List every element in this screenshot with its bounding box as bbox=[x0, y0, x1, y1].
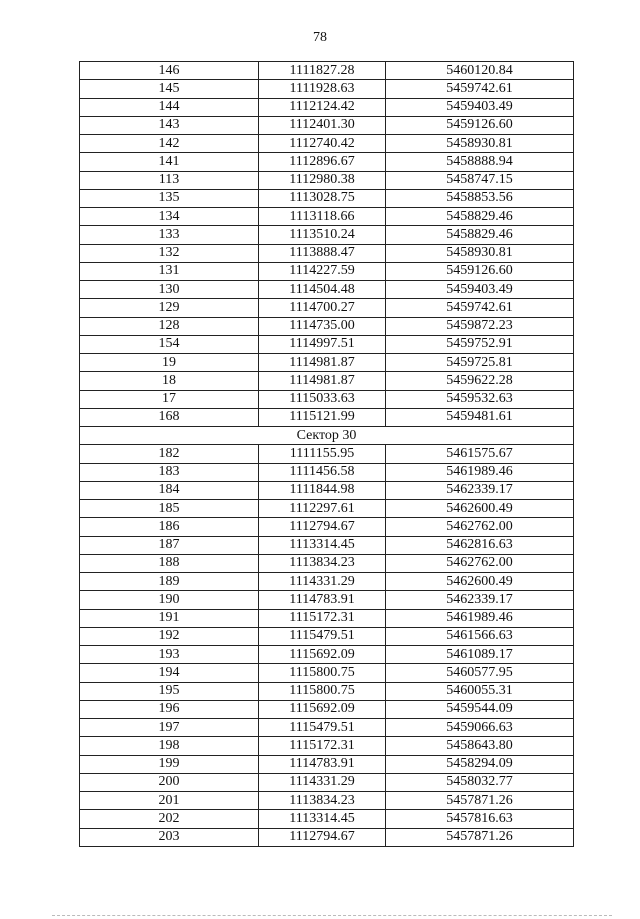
point-number-cell: 113 bbox=[80, 171, 259, 189]
y-coordinate-cell: 5459742.61 bbox=[386, 80, 574, 98]
point-number-cell: 201 bbox=[80, 792, 259, 810]
y-coordinate-cell: 5459403.49 bbox=[386, 98, 574, 116]
x-coordinate-cell: 1113834.23 bbox=[259, 554, 386, 572]
point-number-cell: 142 bbox=[80, 135, 259, 153]
table-row bbox=[80, 463, 574, 481]
x-coordinate-cell: 1113510.24 bbox=[259, 226, 386, 244]
table-row bbox=[80, 792, 574, 810]
point-number-cell: 184 bbox=[80, 481, 259, 499]
y-coordinate-cell: 5458829.46 bbox=[386, 208, 574, 226]
x-coordinate-cell: 1114331.29 bbox=[259, 573, 386, 591]
point-number-cell: 197 bbox=[80, 719, 259, 737]
table-row bbox=[80, 262, 574, 280]
point-number-cell: 200 bbox=[80, 773, 259, 791]
point-number-cell: 17 bbox=[80, 390, 259, 408]
y-coordinate-cell: 5458888.94 bbox=[386, 153, 574, 171]
point-number-cell: 134 bbox=[80, 208, 259, 226]
point-number-cell: 154 bbox=[80, 335, 259, 353]
table-row bbox=[80, 609, 574, 627]
y-coordinate-cell: 5458747.15 bbox=[386, 171, 574, 189]
x-coordinate-cell: 1114735.00 bbox=[259, 317, 386, 335]
x-coordinate-cell: 1111827.28 bbox=[259, 62, 386, 80]
y-coordinate-cell: 5462762.00 bbox=[386, 518, 574, 536]
point-number-cell: 133 bbox=[80, 226, 259, 244]
coordinates-table bbox=[79, 61, 574, 847]
point-number-cell: 185 bbox=[80, 500, 259, 518]
point-number-cell: 130 bbox=[80, 281, 259, 299]
point-number-cell: 195 bbox=[80, 682, 259, 700]
table-row bbox=[80, 62, 574, 80]
y-coordinate-cell: 5458643.80 bbox=[386, 737, 574, 755]
point-number-cell: 18 bbox=[80, 372, 259, 390]
x-coordinate-cell: 1115692.09 bbox=[259, 646, 386, 664]
bottom-scan-line bbox=[52, 915, 612, 916]
y-coordinate-cell: 5462600.49 bbox=[386, 573, 574, 591]
x-coordinate-cell: 1111155.95 bbox=[259, 445, 386, 463]
point-number-cell: 129 bbox=[80, 299, 259, 317]
point-number-cell: 131 bbox=[80, 262, 259, 280]
table-row bbox=[80, 773, 574, 791]
table-row bbox=[80, 518, 574, 536]
point-number-cell: 183 bbox=[80, 463, 259, 481]
point-number-cell: 143 bbox=[80, 116, 259, 134]
x-coordinate-cell: 1111456.58 bbox=[259, 463, 386, 481]
section-label: Сектор 30 bbox=[80, 427, 574, 445]
table-row bbox=[80, 810, 574, 828]
x-coordinate-cell: 1113314.45 bbox=[259, 810, 386, 828]
x-coordinate-cell: 1113314.45 bbox=[259, 536, 386, 554]
x-coordinate-cell: 1112740.42 bbox=[259, 135, 386, 153]
table-row bbox=[80, 208, 574, 226]
table-row bbox=[80, 591, 574, 609]
y-coordinate-cell: 5458032.77 bbox=[386, 773, 574, 791]
point-number-cell: 202 bbox=[80, 810, 259, 828]
y-coordinate-cell: 5459742.61 bbox=[386, 299, 574, 317]
table-row bbox=[80, 481, 574, 499]
point-number-cell: 192 bbox=[80, 627, 259, 645]
table-row bbox=[80, 646, 574, 664]
table-row bbox=[80, 135, 574, 153]
table-row bbox=[80, 573, 574, 591]
table-row bbox=[80, 153, 574, 171]
x-coordinate-cell: 1113888.47 bbox=[259, 244, 386, 262]
table-row bbox=[80, 500, 574, 518]
y-coordinate-cell: 5459544.09 bbox=[386, 700, 574, 718]
y-coordinate-cell: 5458930.81 bbox=[386, 135, 574, 153]
y-coordinate-cell: 5458853.56 bbox=[386, 189, 574, 207]
table-row bbox=[80, 189, 574, 207]
point-number-cell: 19 bbox=[80, 354, 259, 372]
x-coordinate-cell: 1112401.30 bbox=[259, 116, 386, 134]
table-row bbox=[80, 682, 574, 700]
y-coordinate-cell: 5460120.84 bbox=[386, 62, 574, 80]
table-row bbox=[80, 627, 574, 645]
point-number-cell: 135 bbox=[80, 189, 259, 207]
point-number-cell: 128 bbox=[80, 317, 259, 335]
point-number-cell: 186 bbox=[80, 518, 259, 536]
x-coordinate-cell: 1114981.87 bbox=[259, 354, 386, 372]
y-coordinate-cell: 5462762.00 bbox=[386, 554, 574, 572]
point-number-cell: 203 bbox=[80, 828, 259, 846]
y-coordinate-cell: 5459752.91 bbox=[386, 335, 574, 353]
point-number-cell: 187 bbox=[80, 536, 259, 554]
y-coordinate-cell: 5459725.81 bbox=[386, 354, 574, 372]
table-row bbox=[80, 408, 574, 426]
x-coordinate-cell: 1114783.91 bbox=[259, 755, 386, 773]
point-number-cell: 141 bbox=[80, 153, 259, 171]
y-coordinate-cell: 5460577.95 bbox=[386, 664, 574, 682]
y-coordinate-cell: 5462816.63 bbox=[386, 536, 574, 554]
y-coordinate-cell: 5457871.26 bbox=[386, 828, 574, 846]
point-number-cell: 146 bbox=[80, 62, 259, 80]
y-coordinate-cell: 5459126.60 bbox=[386, 262, 574, 280]
x-coordinate-cell: 1115121.99 bbox=[259, 408, 386, 426]
table-row bbox=[80, 700, 574, 718]
y-coordinate-cell: 5462339.17 bbox=[386, 591, 574, 609]
table-row bbox=[80, 171, 574, 189]
x-coordinate-cell: 1114997.51 bbox=[259, 335, 386, 353]
x-coordinate-cell: 1114783.91 bbox=[259, 591, 386, 609]
point-number-cell: 194 bbox=[80, 664, 259, 682]
coordinates-table-body bbox=[80, 62, 574, 847]
point-number-cell: 182 bbox=[80, 445, 259, 463]
page-number: 78 bbox=[313, 30, 327, 45]
point-number-cell: 188 bbox=[80, 554, 259, 572]
point-number-cell: 199 bbox=[80, 755, 259, 773]
x-coordinate-cell: 1111928.63 bbox=[259, 80, 386, 98]
table-row bbox=[80, 719, 574, 737]
y-coordinate-cell: 5461989.46 bbox=[386, 609, 574, 627]
y-coordinate-cell: 5460055.31 bbox=[386, 682, 574, 700]
y-coordinate-cell: 5457871.26 bbox=[386, 792, 574, 810]
table-row bbox=[80, 299, 574, 317]
table-row bbox=[80, 554, 574, 572]
point-number-cell: 189 bbox=[80, 573, 259, 591]
x-coordinate-cell: 1113028.75 bbox=[259, 189, 386, 207]
x-coordinate-cell: 1115800.75 bbox=[259, 682, 386, 700]
table-row bbox=[80, 755, 574, 773]
y-coordinate-cell: 5462600.49 bbox=[386, 500, 574, 518]
point-number-cell: 191 bbox=[80, 609, 259, 627]
y-coordinate-cell: 5459126.60 bbox=[386, 116, 574, 134]
x-coordinate-cell: 1112297.61 bbox=[259, 500, 386, 518]
table-row bbox=[80, 116, 574, 134]
table-row bbox=[80, 536, 574, 554]
y-coordinate-cell: 5459622.28 bbox=[386, 372, 574, 390]
x-coordinate-cell: 1114700.27 bbox=[259, 299, 386, 317]
section-header-row bbox=[80, 427, 574, 445]
y-coordinate-cell: 5459532.63 bbox=[386, 390, 574, 408]
y-coordinate-cell: 5459066.63 bbox=[386, 719, 574, 737]
point-number-cell: 168 bbox=[80, 408, 259, 426]
table-row bbox=[80, 226, 574, 244]
x-coordinate-cell: 1115692.09 bbox=[259, 700, 386, 718]
x-coordinate-cell: 1114981.87 bbox=[259, 372, 386, 390]
point-number-cell: 144 bbox=[80, 98, 259, 116]
table-row bbox=[80, 354, 574, 372]
point-number-cell: 145 bbox=[80, 80, 259, 98]
table-row bbox=[80, 390, 574, 408]
point-number-cell: 190 bbox=[80, 591, 259, 609]
x-coordinate-cell: 1114227.59 bbox=[259, 262, 386, 280]
point-number-cell: 198 bbox=[80, 737, 259, 755]
table-row bbox=[80, 664, 574, 682]
x-coordinate-cell: 1115800.75 bbox=[259, 664, 386, 682]
table-row bbox=[80, 372, 574, 390]
y-coordinate-cell: 5459481.61 bbox=[386, 408, 574, 426]
table-row bbox=[80, 828, 574, 846]
y-coordinate-cell: 5461989.46 bbox=[386, 463, 574, 481]
y-coordinate-cell: 5459403.49 bbox=[386, 281, 574, 299]
x-coordinate-cell: 1114504.48 bbox=[259, 281, 386, 299]
x-coordinate-cell: 1112794.67 bbox=[259, 828, 386, 846]
point-number-cell: 132 bbox=[80, 244, 259, 262]
y-coordinate-cell: 5461089.17 bbox=[386, 646, 574, 664]
table-row bbox=[80, 737, 574, 755]
y-coordinate-cell: 5461575.67 bbox=[386, 445, 574, 463]
y-coordinate-cell: 5458930.81 bbox=[386, 244, 574, 262]
table-row bbox=[80, 281, 574, 299]
table-row bbox=[80, 244, 574, 262]
table-row bbox=[80, 80, 574, 98]
y-coordinate-cell: 5458829.46 bbox=[386, 226, 574, 244]
x-coordinate-cell: 1115172.31 bbox=[259, 609, 386, 627]
x-coordinate-cell: 1112124.42 bbox=[259, 98, 386, 116]
point-number-cell: 196 bbox=[80, 700, 259, 718]
table-row bbox=[80, 335, 574, 353]
y-coordinate-cell: 5459872.23 bbox=[386, 317, 574, 335]
x-coordinate-cell: 1113834.23 bbox=[259, 792, 386, 810]
x-coordinate-cell: 1115479.51 bbox=[259, 719, 386, 737]
x-coordinate-cell: 1111844.98 bbox=[259, 481, 386, 499]
table-row bbox=[80, 317, 574, 335]
y-coordinate-cell: 5462339.17 bbox=[386, 481, 574, 499]
x-coordinate-cell: 1115172.31 bbox=[259, 737, 386, 755]
x-coordinate-cell: 1113118.66 bbox=[259, 208, 386, 226]
x-coordinate-cell: 1112896.67 bbox=[259, 153, 386, 171]
x-coordinate-cell: 1114331.29 bbox=[259, 773, 386, 791]
y-coordinate-cell: 5461566.63 bbox=[386, 627, 574, 645]
table-row bbox=[80, 98, 574, 116]
x-coordinate-cell: 1115033.63 bbox=[259, 390, 386, 408]
x-coordinate-cell: 1115479.51 bbox=[259, 627, 386, 645]
y-coordinate-cell: 5457816.63 bbox=[386, 810, 574, 828]
table-row bbox=[80, 445, 574, 463]
y-coordinate-cell: 5458294.09 bbox=[386, 755, 574, 773]
x-coordinate-cell: 1112794.67 bbox=[259, 518, 386, 536]
x-coordinate-cell: 1112980.38 bbox=[259, 171, 386, 189]
point-number-cell: 193 bbox=[80, 646, 259, 664]
